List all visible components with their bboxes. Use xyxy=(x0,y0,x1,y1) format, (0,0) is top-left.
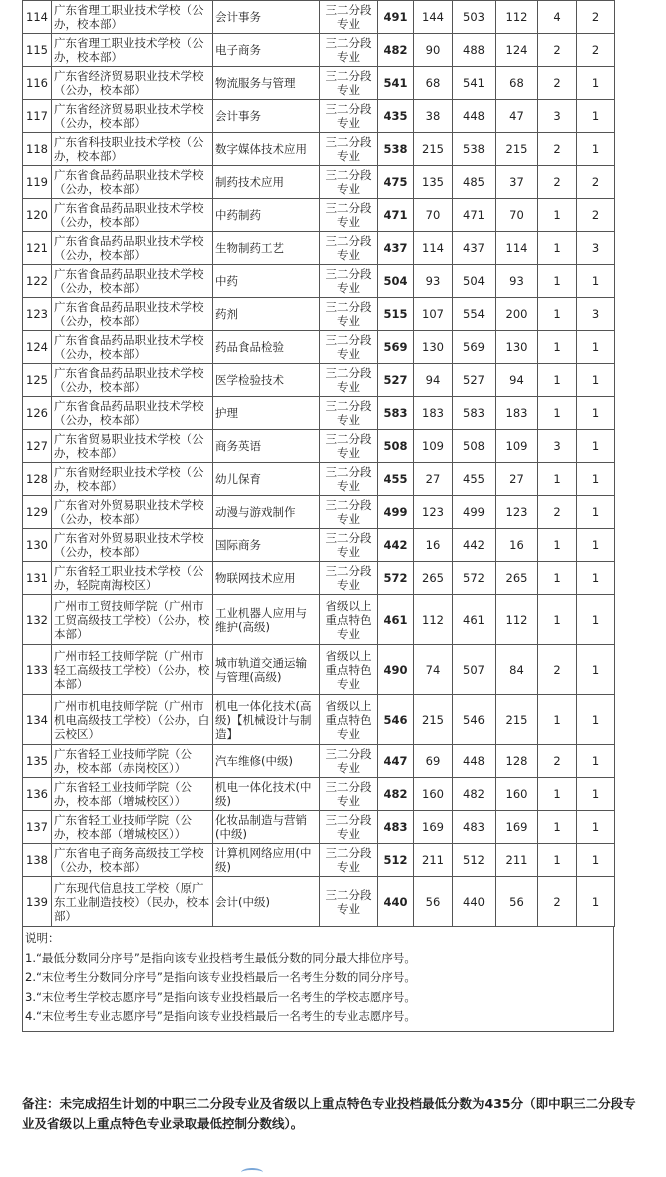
cell-min-score: 440 xyxy=(378,877,414,927)
cell-school-choice-rank: 2 xyxy=(538,877,577,927)
cell-major-type: 三二分段专业 xyxy=(320,562,378,595)
cell-major-choice-rank: 1 xyxy=(577,595,615,645)
table-row xyxy=(23,496,615,529)
cell-min-score: 504 xyxy=(378,265,414,298)
cell-last-student-score: 503 xyxy=(453,1,496,34)
cell-row-number: 133 xyxy=(23,645,52,695)
cell-major-name: 会计事务 xyxy=(213,100,320,133)
cell-row-number: 129 xyxy=(23,496,52,529)
cell-major-type: 三二分段专业 xyxy=(320,430,378,463)
cell-school-choice-rank: 1 xyxy=(538,529,577,562)
table-row xyxy=(23,397,615,430)
cell-min-score: 447 xyxy=(378,745,414,778)
cell-major-type: 三二分段专业 xyxy=(320,67,378,100)
cell-school-choice-rank: 1 xyxy=(538,397,577,430)
cell-school-choice-rank: 2 xyxy=(538,745,577,778)
cell-major-type: 三二分段专业 xyxy=(320,463,378,496)
cell-school-name: 广东省科技职业技术学校（公办，校本部） xyxy=(52,133,213,166)
cell-last-student-score: 488 xyxy=(453,34,496,67)
cell-last-student-tie-rank: 112 xyxy=(496,1,538,34)
cell-last-student-score: 527 xyxy=(453,364,496,397)
cell-min-score-tie-rank: 215 xyxy=(414,695,453,745)
cell-min-score: 482 xyxy=(378,778,414,811)
table-row xyxy=(23,67,615,100)
cell-min-score-tie-rank: 27 xyxy=(414,463,453,496)
cell-school-name: 广东省轻工职业技术学校（公办，轻院南海校区） xyxy=(52,562,213,595)
cell-min-score: 512 xyxy=(378,844,414,877)
cell-school-name: 广东省经济贸易职业技术学校（公办，校本部） xyxy=(52,100,213,133)
table-row xyxy=(23,645,615,695)
cell-major-name: 数字媒体技术应用 xyxy=(213,133,320,166)
cell-row-number: 124 xyxy=(23,331,52,364)
cell-major-type: 三二分段专业 xyxy=(320,364,378,397)
cell-major-choice-rank: 1 xyxy=(577,695,615,745)
cell-min-score-tie-rank: 68 xyxy=(414,67,453,100)
table-row xyxy=(23,34,615,67)
cell-last-student-score: 482 xyxy=(453,778,496,811)
cell-last-student-score: 448 xyxy=(453,100,496,133)
cell-school-choice-rank: 2 xyxy=(538,67,577,100)
cell-row-number: 137 xyxy=(23,811,52,844)
cell-last-student-tie-rank: 70 xyxy=(496,199,538,232)
cell-major-type: 三二分段专业 xyxy=(320,133,378,166)
table-body xyxy=(23,1,615,927)
cell-school-choice-rank: 1 xyxy=(538,562,577,595)
cell-major-choice-rank: 1 xyxy=(577,811,615,844)
cell-major-name: 药剂 xyxy=(213,298,320,331)
cell-major-name: 汽车维修(中级) xyxy=(213,745,320,778)
cell-row-number: 131 xyxy=(23,562,52,595)
cell-school-name: 广东省食品药品职业技术学校（公办，校本部） xyxy=(52,331,213,364)
cell-last-student-tie-rank: 160 xyxy=(496,778,538,811)
cell-major-choice-rank: 1 xyxy=(577,397,615,430)
cell-major-type: 三二分段专业 xyxy=(320,877,378,927)
cell-last-student-tie-rank: 109 xyxy=(496,430,538,463)
table-row xyxy=(23,695,615,745)
cell-major-choice-rank: 1 xyxy=(577,331,615,364)
cell-school-name: 广东省对外贸易职业技术学校（公办，校本部） xyxy=(52,529,213,562)
table-row xyxy=(23,745,615,778)
cell-school-name: 广东省理工职业技术学校（公办，校本部） xyxy=(52,34,213,67)
cell-school-choice-rank: 1 xyxy=(538,811,577,844)
cell-last-student-tie-rank: 200 xyxy=(496,298,538,331)
cell-major-choice-rank: 3 xyxy=(577,298,615,331)
cell-last-student-tie-rank: 27 xyxy=(496,463,538,496)
cell-school-name: 广东省财经职业技术学校（公办，校本部） xyxy=(52,463,213,496)
cell-school-choice-rank: 2 xyxy=(538,645,577,695)
cell-school-choice-rank: 1 xyxy=(538,199,577,232)
cell-school-choice-rank: 2 xyxy=(538,133,577,166)
cell-min-score: 435 xyxy=(378,100,414,133)
scroll-top-icon[interactable] xyxy=(241,1168,263,1177)
cell-school-name: 广东现代信息技工学校（原广东工业制造技校）（民办，校本部） xyxy=(52,877,213,927)
cell-row-number: 120 xyxy=(23,199,52,232)
cell-major-type: 三二分段专业 xyxy=(320,745,378,778)
notes-heading: 说明： xyxy=(25,931,60,945)
cell-row-number: 134 xyxy=(23,695,52,745)
cell-last-student-tie-rank: 169 xyxy=(496,811,538,844)
note-item-2: 2.“末位考生分数同分序号”是指向该专业投档最后一名考生分数的同分序号。 xyxy=(25,970,416,984)
cell-major-choice-rank: 1 xyxy=(577,67,615,100)
cell-min-score: 455 xyxy=(378,463,414,496)
cell-min-score-tie-rank: 56 xyxy=(414,877,453,927)
cell-major-choice-rank: 3 xyxy=(577,232,615,265)
cell-major-type: 三二分段专业 xyxy=(320,529,378,562)
cell-major-name: 医学检验技术 xyxy=(213,364,320,397)
cell-major-choice-rank: 1 xyxy=(577,265,615,298)
cell-min-score: 483 xyxy=(378,811,414,844)
cell-row-number: 116 xyxy=(23,67,52,100)
cell-row-number: 138 xyxy=(23,844,52,877)
cell-min-score-tie-rank: 107 xyxy=(414,298,453,331)
cell-last-student-score: 437 xyxy=(453,232,496,265)
table-row xyxy=(23,529,615,562)
cell-major-type: 三二分段专业 xyxy=(320,100,378,133)
cell-major-choice-rank: 1 xyxy=(577,877,615,927)
note-item-4: 4.“末位考生专业志愿序号”是指向该专业投档最后一名考生的专业志愿序号。 xyxy=(25,1009,416,1023)
cell-last-student-tie-rank: 47 xyxy=(496,100,538,133)
cell-min-score-tie-rank: 112 xyxy=(414,595,453,645)
table-row xyxy=(23,199,615,232)
cell-row-number: 118 xyxy=(23,133,52,166)
cell-last-student-tie-rank: 265 xyxy=(496,562,538,595)
cell-last-student-score: 538 xyxy=(453,133,496,166)
cell-min-score: 490 xyxy=(378,645,414,695)
cell-major-choice-rank: 1 xyxy=(577,778,615,811)
cell-major-name: 中药 xyxy=(213,265,320,298)
cell-school-name: 广东省食品药品职业技术学校（公办，校本部） xyxy=(52,397,213,430)
cell-school-choice-rank: 3 xyxy=(538,430,577,463)
cell-last-student-tie-rank: 215 xyxy=(496,695,538,745)
cell-min-score: 461 xyxy=(378,595,414,645)
cell-school-name: 广东省贸易职业技术学校（公办，校本部） xyxy=(52,430,213,463)
cell-school-name: 广东省食品药品职业技术学校（公办，校本部） xyxy=(52,364,213,397)
cell-last-student-tie-rank: 211 xyxy=(496,844,538,877)
cell-last-student-tie-rank: 112 xyxy=(496,595,538,645)
cell-min-score: 541 xyxy=(378,67,414,100)
cell-major-type: 省级以上重点特色专业 xyxy=(320,695,378,745)
table-row xyxy=(23,778,615,811)
cell-school-choice-rank: 2 xyxy=(538,166,577,199)
cell-school-name: 广东省食品药品职业技术学校（公办，校本部） xyxy=(52,199,213,232)
table-row xyxy=(23,133,615,166)
cell-last-student-tie-rank: 130 xyxy=(496,331,538,364)
cell-last-student-tie-rank: 114 xyxy=(496,232,538,265)
cell-major-type: 三二分段专业 xyxy=(320,34,378,67)
cell-major-name: 商务英语 xyxy=(213,430,320,463)
cell-school-choice-rank: 1 xyxy=(538,364,577,397)
table-row xyxy=(23,166,615,199)
cell-major-choice-rank: 2 xyxy=(577,199,615,232)
admission-table-container xyxy=(22,0,614,1032)
table-row xyxy=(23,811,615,844)
cell-min-score-tie-rank: 70 xyxy=(414,199,453,232)
cell-min-score: 491 xyxy=(378,1,414,34)
cell-min-score-tie-rank: 135 xyxy=(414,166,453,199)
cell-last-student-score: 485 xyxy=(453,166,496,199)
table-row xyxy=(23,265,615,298)
cell-school-name: 广东省经济贸易职业技术学校（公办，校本部） xyxy=(52,67,213,100)
notes-section xyxy=(22,927,614,1032)
cell-min-score: 482 xyxy=(378,34,414,67)
cell-min-score-tie-rank: 265 xyxy=(414,562,453,595)
cell-major-name: 计算机网络应用(中级) xyxy=(213,844,320,877)
cell-school-name: 广东省食品药品职业技术学校（公办，校本部） xyxy=(52,166,213,199)
cell-school-name: 广州市工贸技师学院（广州市工贸高级技工学校）（公办，校本部） xyxy=(52,595,213,645)
cell-last-student-tie-rank: 128 xyxy=(496,745,538,778)
cell-row-number: 117 xyxy=(23,100,52,133)
cell-row-number: 139 xyxy=(23,877,52,927)
cell-last-student-score: 471 xyxy=(453,199,496,232)
cell-major-choice-rank: 1 xyxy=(577,133,615,166)
cell-min-score: 515 xyxy=(378,298,414,331)
cell-last-student-score: 504 xyxy=(453,265,496,298)
table-row xyxy=(23,463,615,496)
cell-school-choice-rank: 1 xyxy=(538,265,577,298)
cell-min-score: 569 xyxy=(378,331,414,364)
cell-major-choice-rank: 1 xyxy=(577,100,615,133)
cell-major-type: 三二分段专业 xyxy=(320,1,378,34)
cell-last-student-tie-rank: 123 xyxy=(496,496,538,529)
table-row xyxy=(23,877,615,927)
cell-row-number: 130 xyxy=(23,529,52,562)
cell-major-name: 物流服务与管理 xyxy=(213,67,320,100)
cell-min-score-tie-rank: 183 xyxy=(414,397,453,430)
cell-major-choice-rank: 2 xyxy=(577,166,615,199)
admission-score-table xyxy=(22,0,615,927)
cell-school-choice-rank: 1 xyxy=(538,298,577,331)
cell-major-name: 幼儿保育 xyxy=(213,463,320,496)
cell-last-student-score: 546 xyxy=(453,695,496,745)
cell-last-student-tie-rank: 124 xyxy=(496,34,538,67)
cell-min-score-tie-rank: 74 xyxy=(414,645,453,695)
table-row xyxy=(23,331,615,364)
cell-major-name: 机电一体化技术(高级)【机械设计与制造】 xyxy=(213,695,320,745)
cell-major-type: 三二分段专业 xyxy=(320,199,378,232)
cell-school-choice-rank: 1 xyxy=(538,595,577,645)
cell-major-name: 国际商务 xyxy=(213,529,320,562)
cell-school-name: 广东省轻工业技师学院（公办，校本部（赤岗校区）） xyxy=(52,745,213,778)
cell-major-choice-rank: 1 xyxy=(577,364,615,397)
cell-major-type: 三二分段专业 xyxy=(320,265,378,298)
cell-min-score-tie-rank: 215 xyxy=(414,133,453,166)
cell-min-score-tie-rank: 160 xyxy=(414,778,453,811)
cell-major-name: 机电一体化技术(中级) xyxy=(213,778,320,811)
table-row xyxy=(23,298,615,331)
cell-major-type: 三二分段专业 xyxy=(320,844,378,877)
cell-min-score: 508 xyxy=(378,430,414,463)
cell-major-type: 三二分段专业 xyxy=(320,298,378,331)
cell-school-name: 广东省食品药品职业技术学校（公办，校本部） xyxy=(52,265,213,298)
cell-row-number: 125 xyxy=(23,364,52,397)
cell-min-score-tie-rank: 93 xyxy=(414,265,453,298)
cell-last-student-tie-rank: 37 xyxy=(496,166,538,199)
note-item-3: 3.“末位考生学校志愿序号”是指向该专业投档最后一名考生的学校志愿序号。 xyxy=(25,989,416,1004)
cell-min-score-tie-rank: 123 xyxy=(414,496,453,529)
cell-major-name: 动漫与游戏制作 xyxy=(213,496,320,529)
cell-last-student-score: 440 xyxy=(453,877,496,927)
cell-min-score: 499 xyxy=(378,496,414,529)
cell-school-choice-rank: 1 xyxy=(538,331,577,364)
table-row xyxy=(23,844,615,877)
cell-min-score: 546 xyxy=(378,695,414,745)
cell-school-choice-rank: 1 xyxy=(538,695,577,745)
cell-major-name: 制药技术应用 xyxy=(213,166,320,199)
cell-row-number: 132 xyxy=(23,595,52,645)
cell-major-name: 电子商务 xyxy=(213,34,320,67)
cell-row-number: 121 xyxy=(23,232,52,265)
cell-last-student-tie-rank: 183 xyxy=(496,397,538,430)
cell-last-student-score: 541 xyxy=(453,67,496,100)
cell-school-name: 广东省电子商务高级技工学校（公办，校本部） xyxy=(52,844,213,877)
table-row xyxy=(23,562,615,595)
cell-major-type: 省级以上重点特色专业 xyxy=(320,595,378,645)
cell-major-choice-rank: 1 xyxy=(577,844,615,877)
cell-major-name: 物联网技术应用 xyxy=(213,562,320,595)
cell-major-name: 中药制药 xyxy=(213,199,320,232)
cell-major-name: 药品食品检验 xyxy=(213,331,320,364)
cell-school-choice-rank: 2 xyxy=(538,34,577,67)
cell-min-score: 437 xyxy=(378,232,414,265)
cell-min-score-tie-rank: 16 xyxy=(414,529,453,562)
cell-major-name: 护理 xyxy=(213,397,320,430)
cell-major-name: 城市轨道交通运输与管理(高级) xyxy=(213,645,320,695)
cell-row-number: 122 xyxy=(23,265,52,298)
cell-major-choice-rank: 1 xyxy=(577,463,615,496)
cell-min-score-tie-rank: 90 xyxy=(414,34,453,67)
cell-school-choice-rank: 3 xyxy=(538,100,577,133)
cell-last-student-tie-rank: 94 xyxy=(496,364,538,397)
remark-text: 备注：未完成招生计划的中职三二分段专业及省级以上重点特色专业投档最低分数为435分（即中职三二分段专业及省级以上重点特色专业录取最低控制分数线）。 xyxy=(22,1096,636,1131)
cell-last-student-tie-rank: 56 xyxy=(496,877,538,927)
cell-min-score: 442 xyxy=(378,529,414,562)
cell-last-student-tie-rank: 84 xyxy=(496,645,538,695)
cell-row-number: 114 xyxy=(23,1,52,34)
cell-min-score-tie-rank: 94 xyxy=(414,364,453,397)
cell-last-student-score: 448 xyxy=(453,745,496,778)
cell-major-type: 三二分段专业 xyxy=(320,496,378,529)
cell-min-score-tie-rank: 144 xyxy=(414,1,453,34)
cell-school-name: 广东省对外贸易职业技术学校（公办，校本部） xyxy=(52,496,213,529)
cell-major-choice-rank: 1 xyxy=(577,745,615,778)
cell-major-name: 会计事务 xyxy=(213,1,320,34)
cell-major-choice-rank: 2 xyxy=(577,1,615,34)
cell-min-score-tie-rank: 38 xyxy=(414,100,453,133)
table-row xyxy=(23,430,615,463)
cell-min-score-tie-rank: 169 xyxy=(414,811,453,844)
cell-min-score: 471 xyxy=(378,199,414,232)
cell-major-name: 会计(中级) xyxy=(213,877,320,927)
cell-school-choice-rank: 1 xyxy=(538,463,577,496)
cell-row-number: 128 xyxy=(23,463,52,496)
cell-school-name: 广州市机电技师学院（广州市机电高级技工学校）（公办，白云校区） xyxy=(52,695,213,745)
cell-last-student-tie-rank: 68 xyxy=(496,67,538,100)
cell-last-student-score: 483 xyxy=(453,811,496,844)
cell-school-name: 广东省食品药品职业技术学校（公办，校本部） xyxy=(52,298,213,331)
cell-school-choice-rank: 1 xyxy=(538,778,577,811)
cell-school-name: 广东省轻工业技师学院（公办，校本部（增城校区）） xyxy=(52,778,213,811)
cell-row-number: 119 xyxy=(23,166,52,199)
cell-school-choice-rank: 1 xyxy=(538,232,577,265)
cell-row-number: 136 xyxy=(23,778,52,811)
cell-school-choice-rank: 4 xyxy=(538,1,577,34)
cell-last-student-score: 569 xyxy=(453,331,496,364)
cell-min-score: 572 xyxy=(378,562,414,595)
cell-school-name: 广州市轻工技师学院（广州市轻工高级技工学校）（公办，校本部） xyxy=(52,645,213,695)
cell-last-student-score: 507 xyxy=(453,645,496,695)
cell-major-name: 生物制药工艺 xyxy=(213,232,320,265)
cell-major-choice-rank: 1 xyxy=(577,430,615,463)
cell-last-student-score: 572 xyxy=(453,562,496,595)
cell-min-score: 538 xyxy=(378,133,414,166)
table-row xyxy=(23,1,615,34)
cell-school-name: 广东省食品药品职业技术学校（公办，校本部） xyxy=(52,232,213,265)
cell-row-number: 127 xyxy=(23,430,52,463)
cell-last-student-tie-rank: 93 xyxy=(496,265,538,298)
cell-last-student-score: 442 xyxy=(453,529,496,562)
cell-major-type: 三二分段专业 xyxy=(320,397,378,430)
cell-min-score-tie-rank: 109 xyxy=(414,430,453,463)
cell-last-student-tie-rank: 215 xyxy=(496,133,538,166)
cell-school-name: 广东省轻工业技师学院（公办，校本部（增城校区）） xyxy=(52,811,213,844)
cell-major-name: 化妆品制造与营销(中级) xyxy=(213,811,320,844)
cell-major-choice-rank: 1 xyxy=(577,562,615,595)
cell-row-number: 126 xyxy=(23,397,52,430)
cell-major-type: 三二分段专业 xyxy=(320,232,378,265)
cell-min-score-tie-rank: 114 xyxy=(414,232,453,265)
cell-major-choice-rank: 2 xyxy=(577,34,615,67)
table-row xyxy=(23,595,615,645)
cell-min-score-tie-rank: 130 xyxy=(414,331,453,364)
cell-min-score: 475 xyxy=(378,166,414,199)
cell-major-type: 三二分段专业 xyxy=(320,811,378,844)
cell-last-student-score: 455 xyxy=(453,463,496,496)
cell-last-student-score: 499 xyxy=(453,496,496,529)
table-row xyxy=(23,364,615,397)
cell-row-number: 115 xyxy=(23,34,52,67)
table-row xyxy=(23,100,615,133)
cell-last-student-score: 583 xyxy=(453,397,496,430)
table-row xyxy=(23,232,615,265)
cell-major-choice-rank: 1 xyxy=(577,496,615,529)
cell-major-name: 工业机器人应用与维护(高级) xyxy=(213,595,320,645)
cell-row-number: 135 xyxy=(23,745,52,778)
cell-major-type: 三二分段专业 xyxy=(320,778,378,811)
cell-min-score-tie-rank: 69 xyxy=(414,745,453,778)
note-item-1: 1.“最低分数同分序号”是指向该专业投档考生最低分数的同分最大排位序号。 xyxy=(25,950,416,965)
cell-major-type: 省级以上重点特色专业 xyxy=(320,645,378,695)
cell-last-student-tie-rank: 16 xyxy=(496,529,538,562)
cell-major-type: 三二分段专业 xyxy=(320,331,378,364)
cell-school-choice-rank: 1 xyxy=(538,844,577,877)
cell-last-student-score: 508 xyxy=(453,430,496,463)
cell-min-score: 527 xyxy=(378,364,414,397)
cell-last-student-score: 461 xyxy=(453,595,496,645)
cell-school-name: 广东省理工职业技术学校（公办，校本部） xyxy=(52,1,213,34)
cell-min-score-tie-rank: 211 xyxy=(414,844,453,877)
cell-school-choice-rank: 2 xyxy=(538,496,577,529)
cell-min-score: 583 xyxy=(378,397,414,430)
cell-last-student-score: 512 xyxy=(453,844,496,877)
cell-last-student-score: 554 xyxy=(453,298,496,331)
cell-major-choice-rank: 1 xyxy=(577,529,615,562)
cell-major-choice-rank: 1 xyxy=(577,645,615,695)
cell-major-type: 三二分段专业 xyxy=(320,166,378,199)
cell-row-number: 123 xyxy=(23,298,52,331)
